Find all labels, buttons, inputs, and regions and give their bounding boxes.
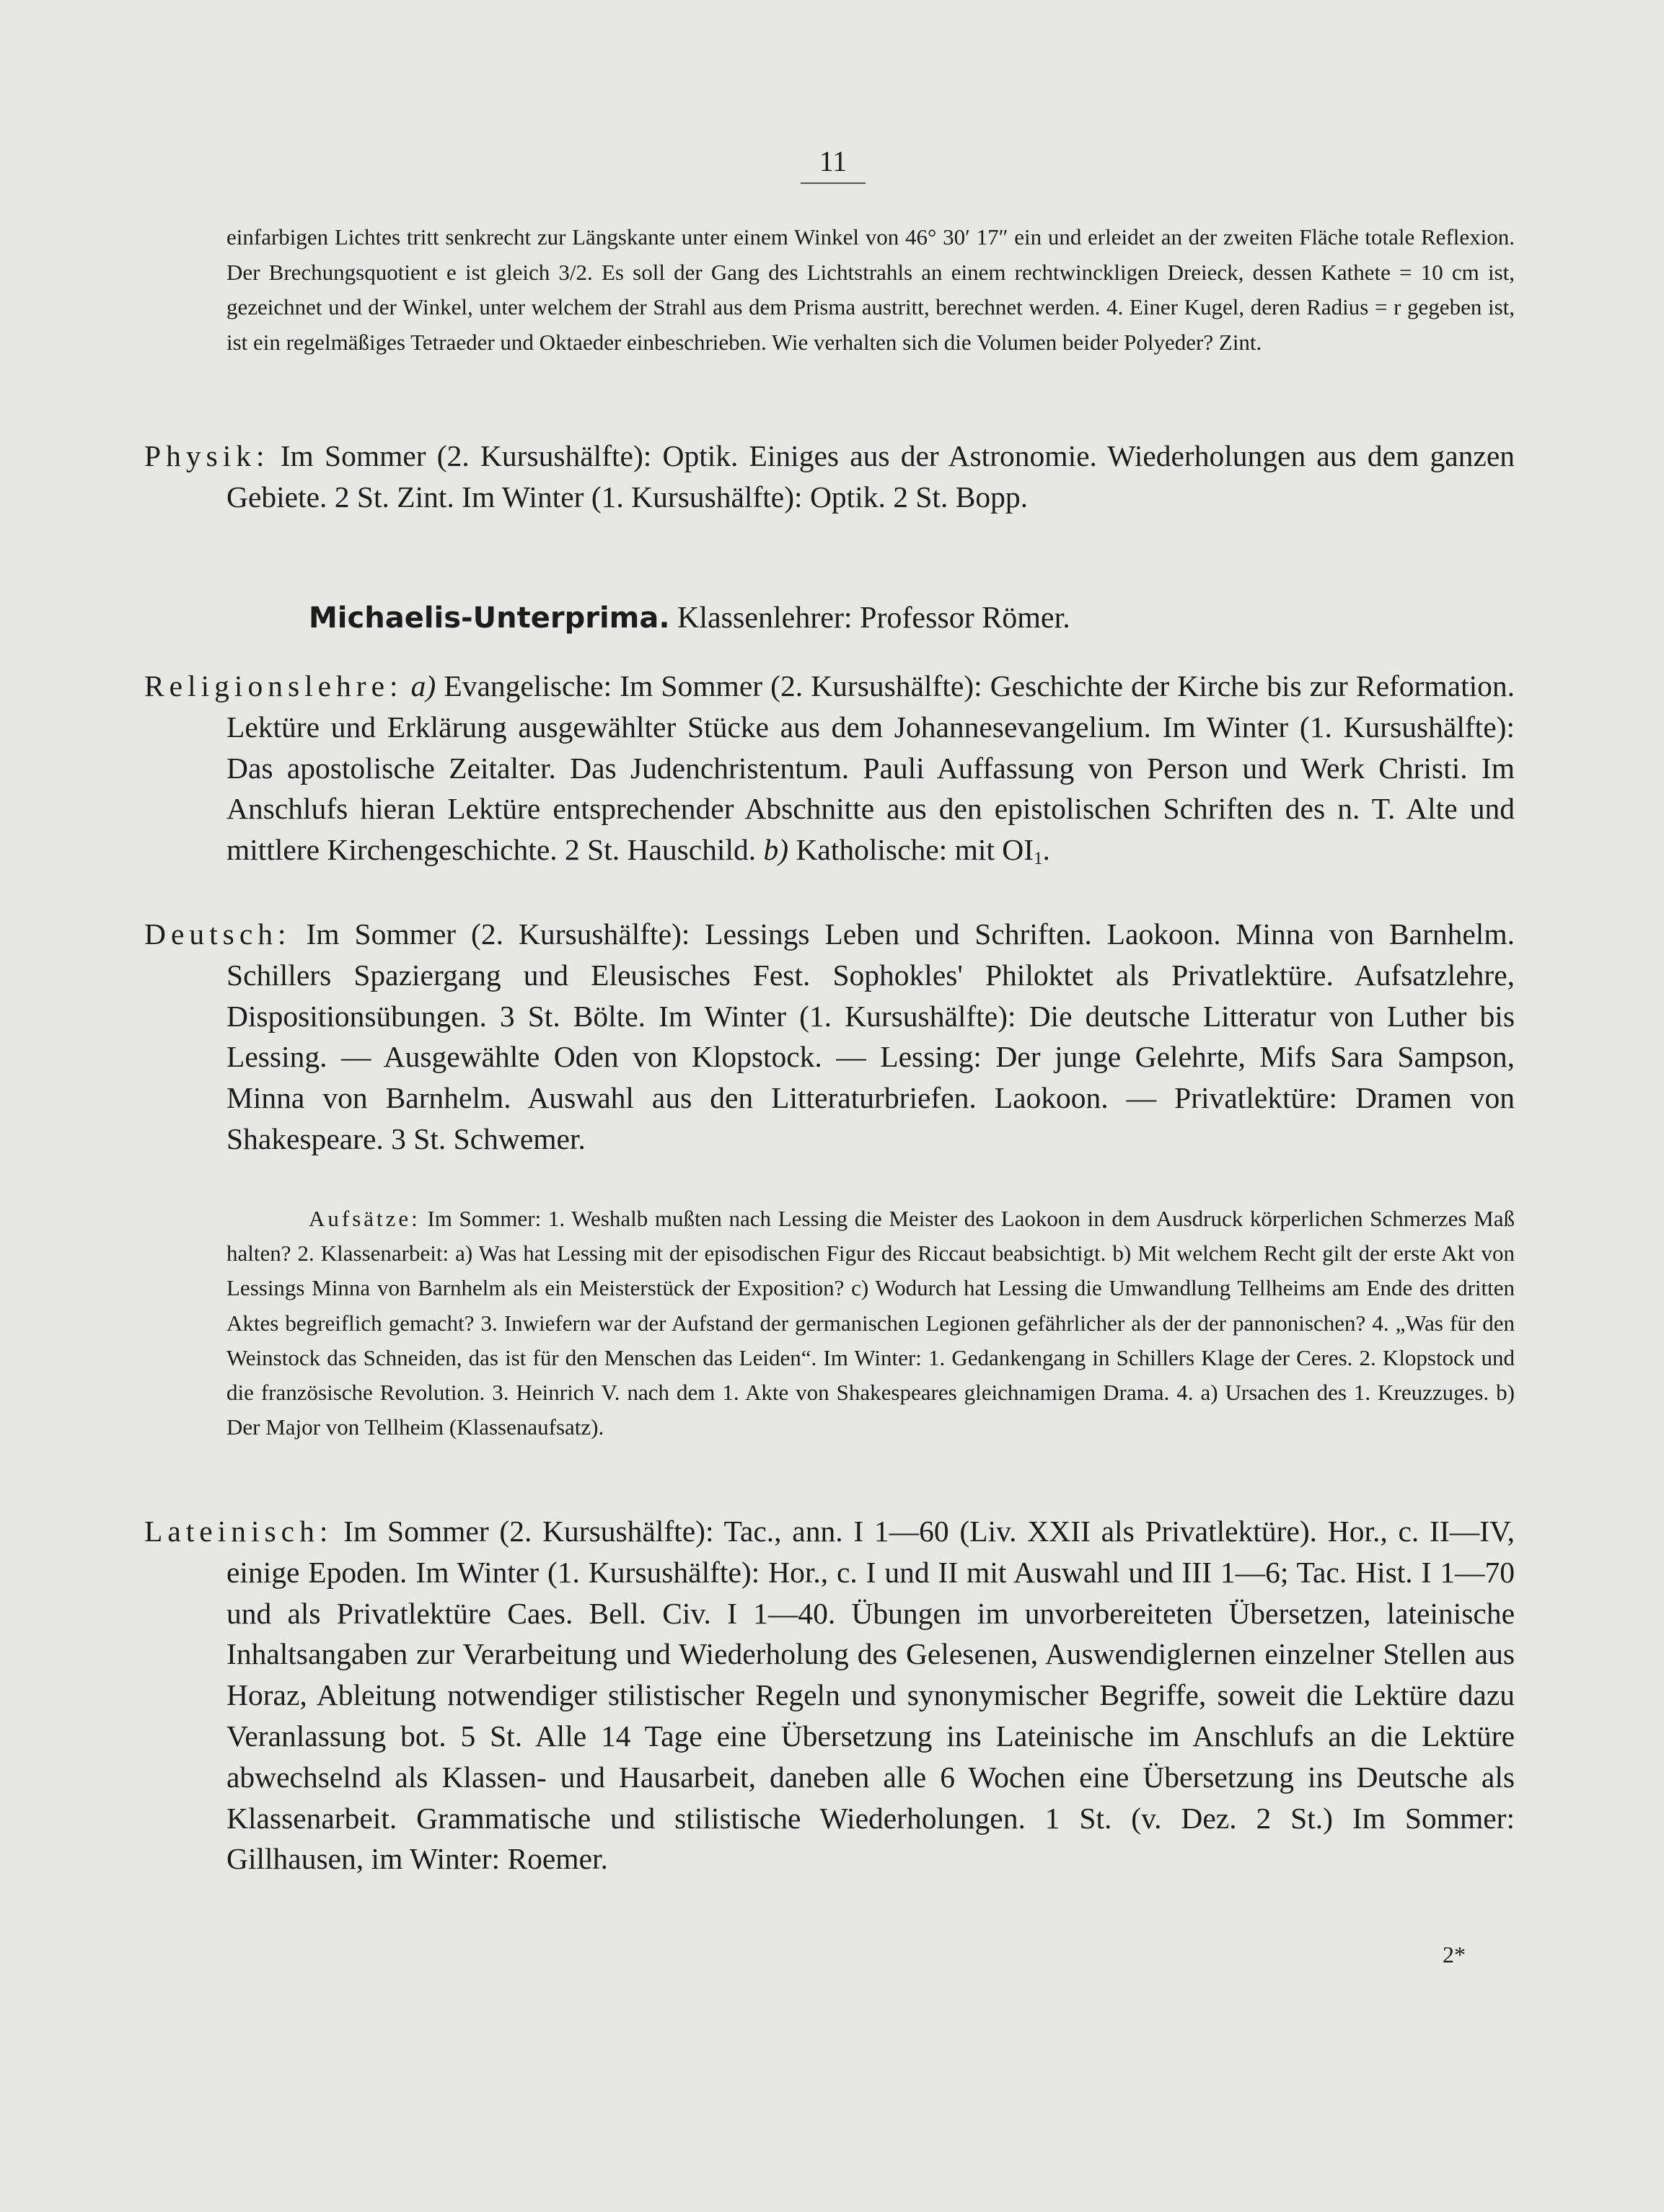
aufsaetze-paragraph	[226, 1202, 1515, 1445]
religion-label: Religionslehre:	[144, 669, 403, 702]
deutsch-paragraph	[144, 914, 1515, 1160]
religion-text-end: Katholische: mit OI	[796, 833, 1034, 867]
lateinisch-text: Im Sommer (2. Kursushälfte): Tac., ann. I 1—60 (Liv. XXII als Privatlektüre). Hor., c. II—IV, einige Epoden. Im Winter (1. Kursushälfte): Hor., c. I und II mit Auswahl und III 1—6; Tac. Hist. I 1—70 und als Privatlektüre Caes. Bell. Civ. I 1—40. Übungen im unvorbereiteten Übersetzen, lateinische Inhaltsangaben zur Verarbeitung und Wiederholung des Gelesenen, Auswendiglernen einzelner Stellen aus Horaz, Ableitung notwendiger stilistischer Regeln und synonymischer Begriffe, soweit die Lektüre dazu Veranlassung bot. 5 St. Alle 14 Tage eine Übersetzung ins Lateinische im Anschlufs an die Lektüre abwechselnd als Klassen- und Hausarbeit, daneben alle 6 Wochen eine Übersetzung ins Deutsche als Klassenarbeit. Grammatische und stilistische Wiederholungen. 1 St. (v. Dez. 2 St.) Im Sommer: Gillhausen, im Winter: Roemer.	[226, 1515, 1515, 1876]
religion-paragraph	[144, 666, 1515, 880]
lateinisch-label: Lateinisch:	[144, 1515, 333, 1548]
physik-label: Physik:	[144, 439, 270, 472]
physik-paragraph	[144, 436, 1515, 518]
religion-period: .	[1042, 833, 1050, 867]
class-teacher: Klassenlehrer: Professor Römer.	[677, 602, 1070, 635]
physik-text: Im Sommer (2. Kursushälfte): Optik. Einiges aus der Astronomie. Wiederholungen aus dem ganzen Gebiete. 2 St. Zint. Im Winter (1. Kursushälfte): Optik. 2 St. Bopp.	[226, 439, 1515, 514]
religion-b-marker: b)	[763, 833, 789, 867]
intro-paragraph: einfarbigen Lichtes tritt senkrecht zur Längskante unter einem Winkel von 46° 30′ 17″ ein und erleidet an der zweiten Fläche totale Reflexion. Der Brechungsquotient e ist gleich 3/2. Es soll der Gang des Lichtstrahls an einem rechtwinckligen Dreieck, dessen Kathete = 10 cm ist, gezeichnet und der Winkel, unter welchem der Strahl aus dem Prisma austritt, berechnet werden. 4. Einer Kugel, deren Radius = r gegeben ist, ist ein regelmäßiges Tetraeder und Oktaeder einbeschrieben. Wie verhalten sich die Volumen beider Polyeder? Zint.	[226, 224, 1515, 355]
signature-mark: 2*	[1443, 1942, 1466, 1968]
deutsch-label: Deutsch:	[144, 917, 291, 951]
religion-subscript: 1	[1034, 849, 1043, 869]
page-number: 11	[801, 144, 866, 184]
deutsch-text: Im Sommer (2. Kursushälfte): Lessings Leben und Schriften. Laokoon. Minna von Barnhelm. Schillers Spaziergang und Eleusisches Fest. Sophokles' Philoktet als Privatlektüre. Aufsatzlehre, Dispositionsübungen. 3 St. Bölte. Im Winter (1. Kursushälfte): Die deutsche Litteratur von Luther bis Lessing. — Ausgewählte Oden von Klopstock. — Lessing: Der junge Gelehrte, Mifs Sara Sampson, Minna von Barnhelm. Auswahl aus den Litteraturbriefen. Laokoon. — Privatlektüre: Dramen von Shakespeare. 3 St. Schwemer.	[226, 917, 1515, 1155]
class-heading	[309, 601, 1070, 635]
lateinisch-paragraph	[144, 1511, 1515, 1880]
religion-text: Evangelische: Im Sommer (2. Kursushälfte): Geschichte der Kirche bis zur Reformation. Lektüre und Erklärung ausgewählter Stücke aus dem Johannesevangelium. Im Winter (1. Kursushälfte): Das apostolische Zeitalter. Das Judenchristentum. Pauli Auffassung von Person und Werk Christi. Im Anschlufs hieran Lektüre entsprechender Abschnitte aus den epistolischen Schriften des n. T. Alte und mittlere Kirchengeschichte. 2 St. Hauschild.	[226, 669, 1515, 867]
class-title: Michaelis-Unterprima.	[309, 602, 670, 635]
aufsaetze-label: Aufsätze:	[309, 1206, 421, 1231]
religion-a-marker: a)	[410, 669, 436, 702]
aufsaetze-text: Im Sommer: 1. Weshalb mußten nach Lessing die Meister des Laokoon in dem Ausdruck körperlichen Schmerzes Maß halten? 2. Klassenarbeit: a) Was hat Lessing mit der episodischen Figur des Riccaut beabsichtigt. b) Mit welchem Recht gilt der erste Akt von Lessings Minna von Barnhelm als ein Meisterstück der Exposition? c) Wodurch hat Lessing die Umwandlung Tellheims am Ende des dritten Aktes begreiflich gemacht? 3. Inwiefern war der Aufstand der germanischen Legionen gefährlicher als der der pannonischen? 4. „Was für den Weinstock das Schneiden, das ist für den Menschen das Leiden“. Im Winter: 1. Gedankengang in Schillers Klage der Ceres. 2. Klopstock und die französische Revolution. 3. Heinrich V. nach dem 1. Akte von Shakespeares gleichnamigen Drama. 4. a) Ursachen des 1. Kreuzzuges. b) Der Major von Tellheim (Klassenaufsatz).	[226, 1206, 1515, 1440]
